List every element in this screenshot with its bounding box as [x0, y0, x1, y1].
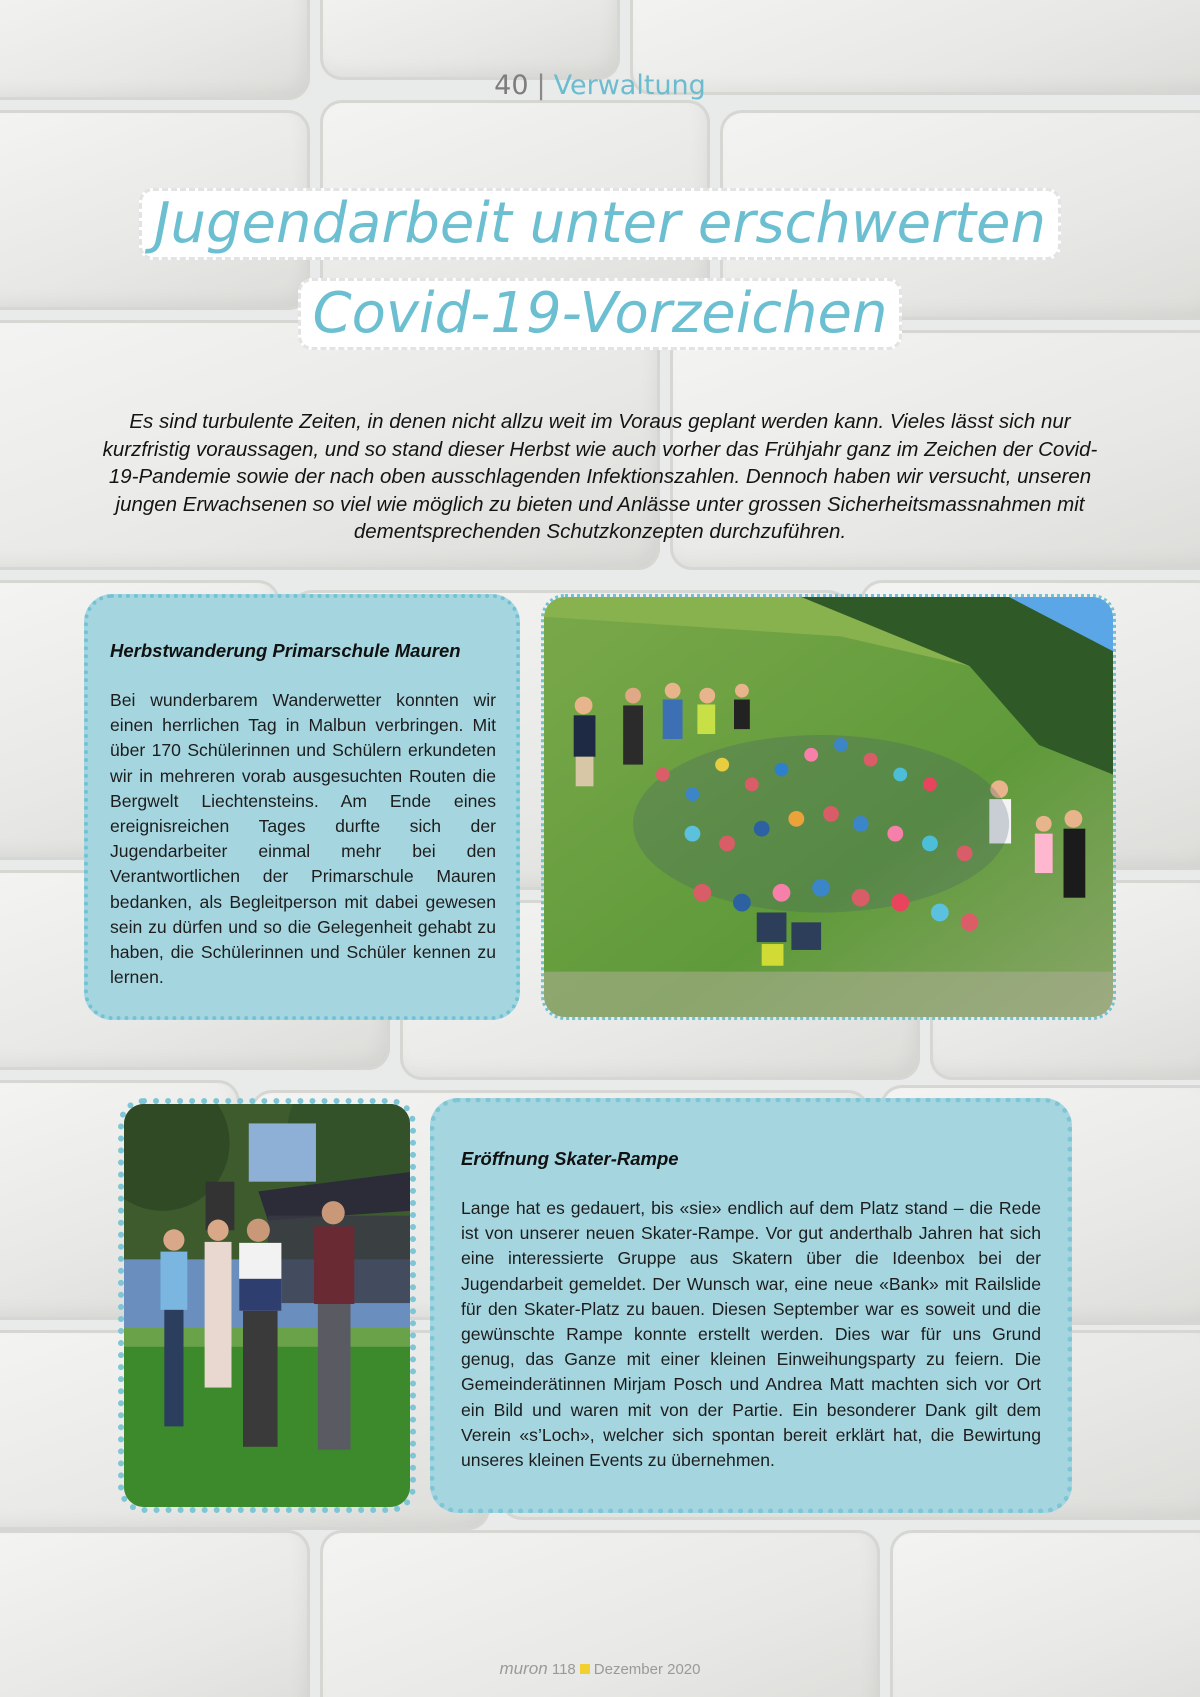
article-skater-panel	[430, 1098, 1072, 1513]
article-hiking-panel	[84, 594, 520, 1020]
article-skater-heading: Eröffnung Skater-Rampe	[461, 1148, 679, 1169]
page-header	[0, 70, 1200, 101]
page-title-line-1: Jugendarbeit unter erschwerten	[139, 188, 1061, 260]
page-footer	[0, 1661, 1200, 1678]
magazine-brand: muron	[499, 1659, 548, 1678]
title-line-1-wrap	[0, 188, 1200, 260]
footer-square-icon	[580, 1664, 590, 1674]
issue-date: Dezember 2020	[593, 1661, 701, 1678]
article-hiking-body: Bei wunderbarem Wanderwetter konnten wir einen herrlichen Tag in Malbun verbringen. Mit über 170 Schülerinnen und Schülern erkundeten wir in mehreren vorab ausgesuchten Routen die Bergwelt Liechtensteins. Am Ende eines ereignisreichen Tages durfte sich der Jugendarbeiter einmal mehr bei den Verantwortlichen der Primarschule Mauren bedanken, als Begleitperson mit dabei gewesen sein zu dürfen und so die Gelegenheit gehabt zu haben, die Schülerinnen und Schüler kennen zu lernen.	[110, 690, 496, 988]
section-name: Verwaltung	[553, 70, 706, 101]
intro-paragraph: Es sind turbulente Zeiten, in denen nicht allzu weit im Voraus geplant werden kann. Vieles lässt sich nur kurzfristig voraussagen, und so stand dieser Herbst wie auch vorher das Frühjahr ganz im Zeichen der Covid-19-Pandemie sowie der nach oben ausschlagenden Infektionszahlen. Dennoch haben wir versucht, unseren jungen Erwachsenen so viel wie möglich zu bieten und Anlässe unter grossen Sicherheitsmassnahmen mit dementsprechenden Schutzkonzepten durchzuführen.	[102, 410, 1098, 543]
article-hiking-heading: Herbstwanderung Primarschule Mauren	[110, 640, 461, 661]
group-photo-hike	[541, 594, 1116, 1020]
title-line-2-wrap	[0, 278, 1200, 350]
page-title-line-2: Covid-19-Vorzeichen	[298, 278, 903, 350]
skater-ramp-opening-photo	[118, 1098, 416, 1513]
skater-ramp-photo-illustration	[124, 1104, 410, 1507]
article-skater-body: Lange hat es gedauert, bis «sie» endlich auf dem Platz stand – die Rede ist von unserer neuen Skater-Rampe. Vor gut anderthalb Jahren hat sich eine interessierte Gruppe aus Skatern über die Ideenbox bei der Jugendarbeit gemeldet. Der Wunsch war, eine neue «Bank» mit Railslide für den Skater-Platz zu bauen. Diesen September war es soweit und die gewünschte Rampe konnte erstellt werden. Dies war für uns Grund genug, das Ganze mit einer kleinen Einweihungsparty zu feiern. Die Gemeinderätinnen Mirjam Posch und Andrea Matt machten sich vor Ort ein Bild und waren mit von der Partie. Ein besonderer Dank gilt dem Verein «s’Loch», welcher sich spontan bereit erklärt hat, die Bewirtung unseres kleinen Events zu übernehmen.	[461, 1198, 1041, 1471]
issue-number: 118	[551, 1661, 576, 1678]
page-number: 40	[494, 70, 529, 101]
header-separator: |	[536, 70, 546, 101]
group-photo-hike-illustration	[544, 597, 1113, 1017]
